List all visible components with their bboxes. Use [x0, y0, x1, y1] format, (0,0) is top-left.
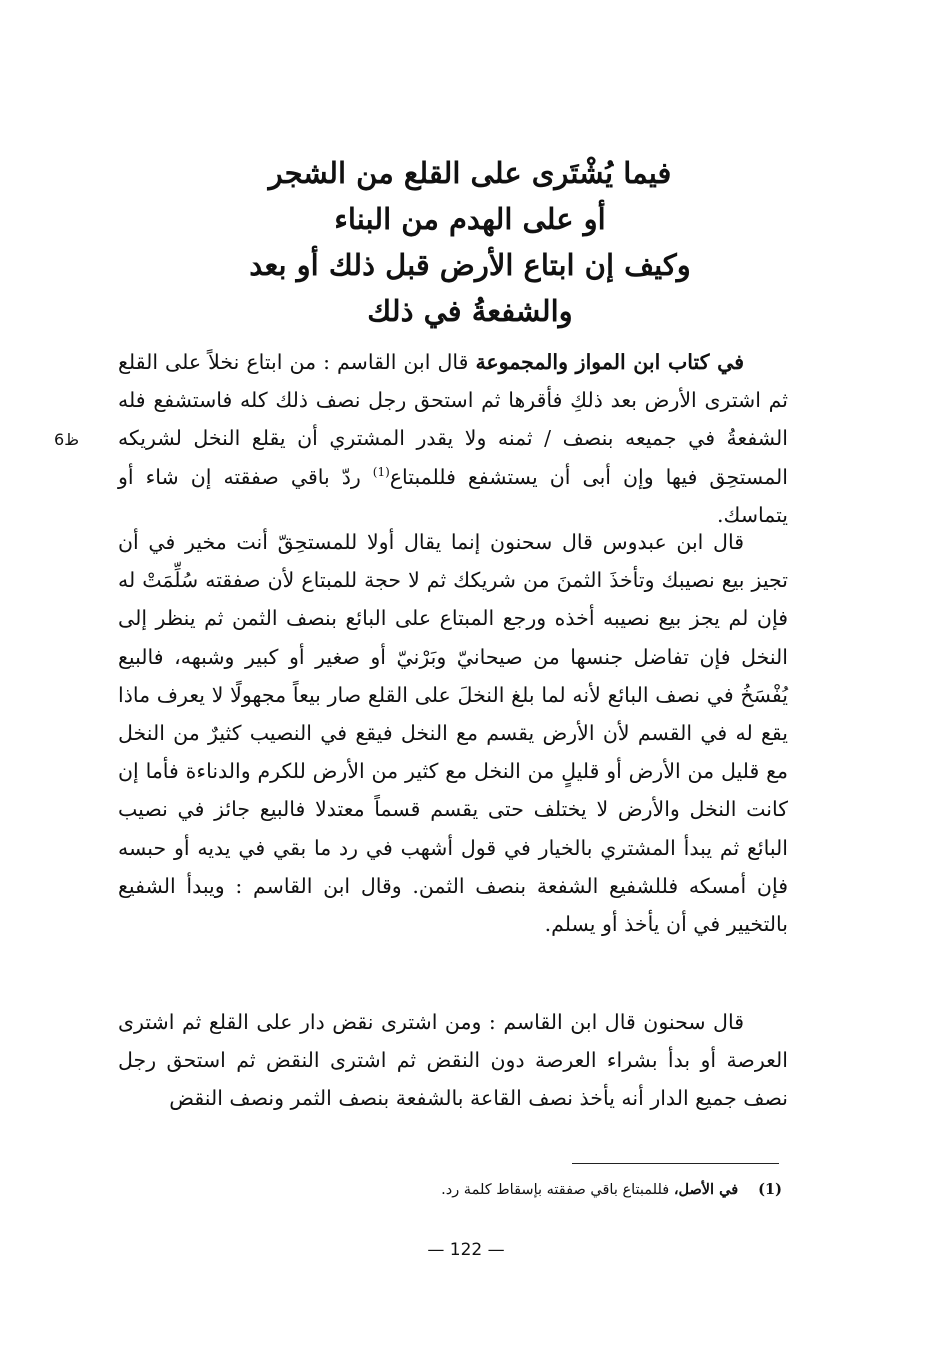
heading-line-3: وكيف إن ابتاع الأرض قبل ذلك أو بعد: [249, 248, 691, 282]
heading-line-4: والشفعةُ في ذلك: [367, 294, 573, 328]
paragraph-1-text-a: قال ابن القاسم : من ابتاع نخلاً على القلع ثم اشترى الأرض بعد ذلكِ فأقرها ثم استحق رجل نصف ذلك كله فاستشفع فله الشفعةُ في جميعه بنصف / ثمنه ولا يقدر المشتري أن يقلع النخل لشريكه المستحِق فيها وإن أبى أن يستشفع فللمبتاع: [118, 350, 788, 489]
footnote-bold-text: في الأصل،: [673, 1181, 739, 1198]
footnote-divider: [572, 1163, 779, 1164]
paragraph-3: [118, 1003, 788, 1118]
paragraph-1: [118, 343, 788, 534]
footnote-text: فللمبتاع باقي صفقته بإسقاط كلمة رد.: [441, 1182, 674, 1198]
manuscript-folio-marker: 6ظ: [54, 430, 79, 449]
paragraph-1-lead: في كتاب ابن المواز والمجموعة: [475, 350, 744, 374]
paragraph-2: [118, 523, 788, 943]
paragraph-3-text: قال سحنون قال ابن القاسم : ومن اشترى نقض دار على القلع ثم اشترى العرصة أو بدأ بشراء العرصة دون النقض ثم اشترى النقض ثم استحق رجل نصف جميع الدار أنه يأخذ نصف القاعة بالشفعة بنصف الثمر ونصف النقض: [118, 1010, 788, 1111]
footnote-reference: (1): [372, 464, 390, 479]
paragraph-1-text-b: ردّ باقي صفقته إن شاء أو يتماسك.: [118, 464, 788, 527]
heading-line-1: فيما يُشْتَرى على القلع من الشجر: [268, 156, 672, 190]
paragraph-2-text: قال ابن عبدوس قال سحنون إنما يقال أولا للمستحِقّ أنت مخير في أن تجيز بيع نصيبك وتأخذَ الثمنَ من شريكك ثم لا حجة للمبتاع لأن صفقته سُلِّمَتْ له فإن لم يجز بيع نصيبه أخذه ورجع المبتاع على البائع بنصف الثمن ثم ينظر إلى النخل فإن تفاضل جنسها من صيحانيّ وبَرْنيّ أو صغير أو كبير وشبهه، فالبيع يُفْسَخُ في نصف البائع لأنه لما بلغ النخلَ على القلع صار بيعاً مجهولًا لا يعرف ماذا يقع له في القسم لأن الأرض يقسم مع النخل فيقع في النصيب كثيرٌ من النخل مع قليل من الأرض أو قليلٍ من النخل مع كثير من الأرض للكرم والدناءة فأما إن كانت النخل والأرض لا يختلف حتى يقسم قسماً معتدلا فالبيع جائز في نصيب البائع ثم يبدأ المشتري بالخيار في قول أشهب في رد ما بقي في يديه أو حبسه فإن أمسكه فللشفيع الشفعة بنصف الثمن. وقال ابن القاسم : ويبدأ الشفيع بالتخيير في أن يأخذ أو يسلم.: [118, 530, 788, 937]
page-number: — 122 —: [427, 1240, 505, 1260]
footnote-number: (1): [758, 1181, 782, 1198]
chapter-heading: [120, 150, 820, 334]
footnote: [300, 1177, 782, 1203]
heading-line-2: أو على الهدم من البناء: [334, 202, 606, 236]
